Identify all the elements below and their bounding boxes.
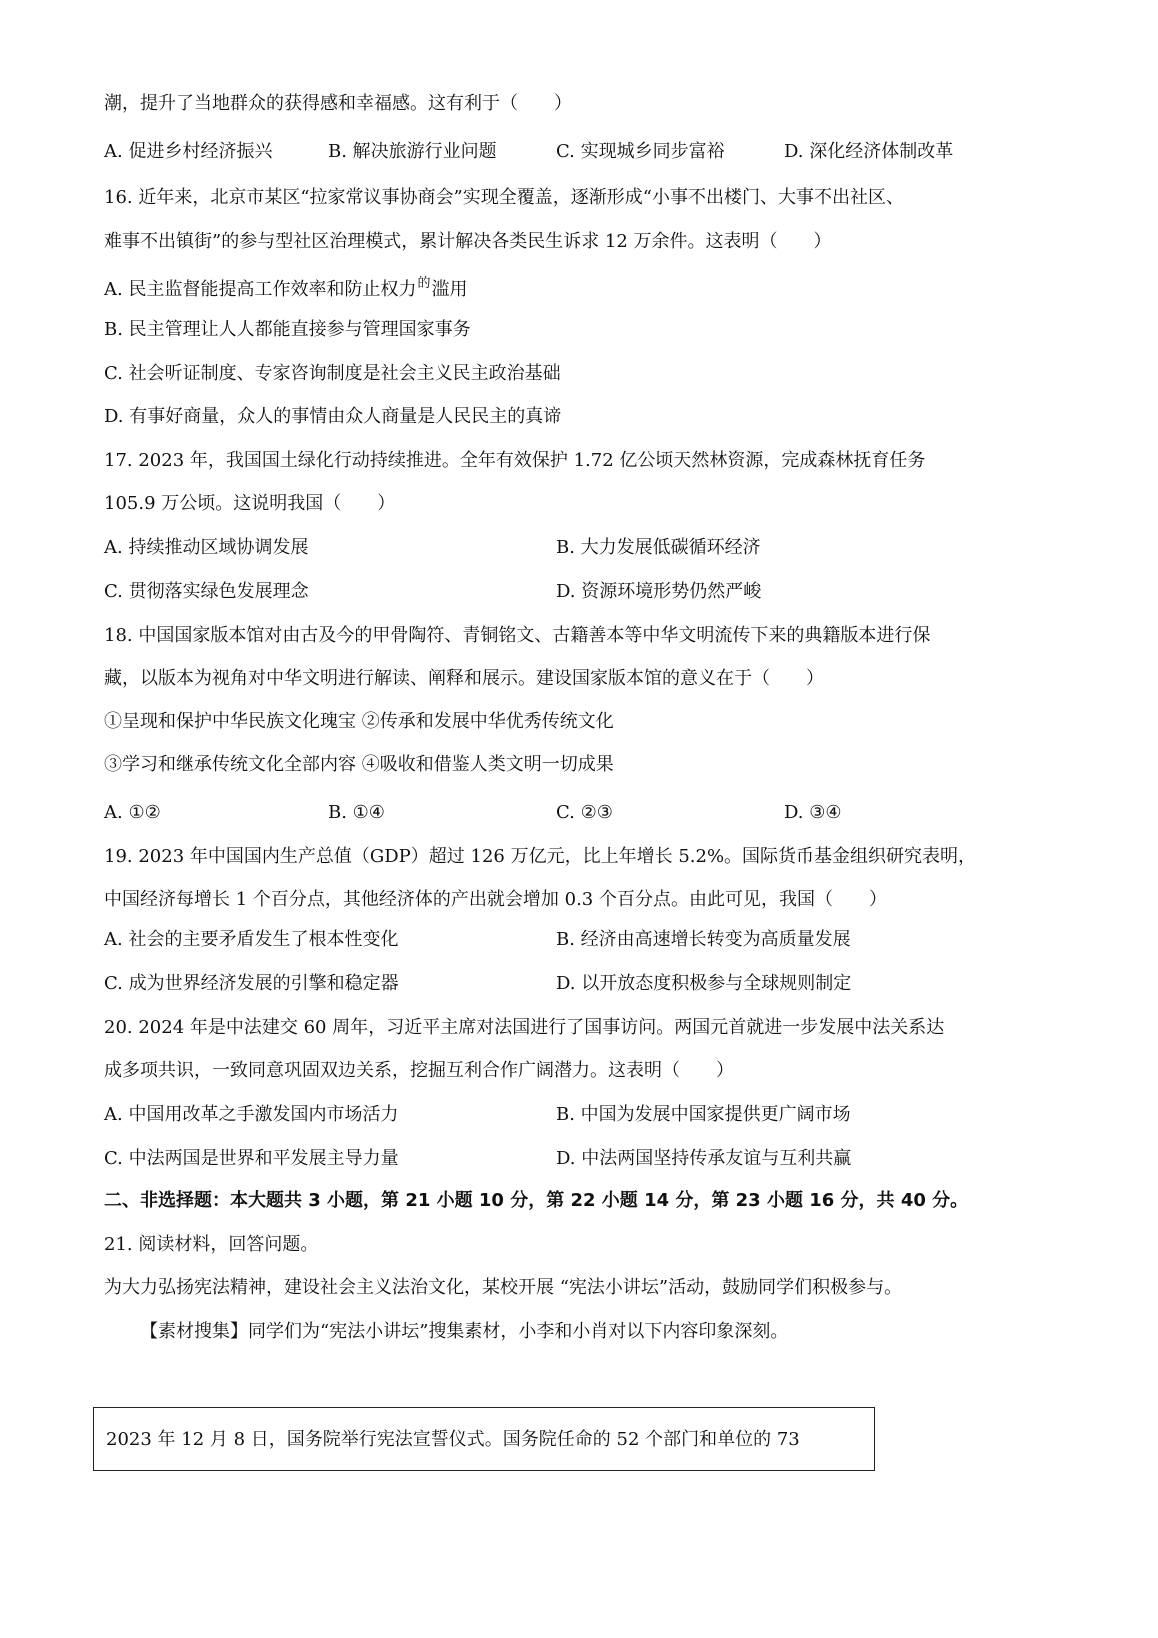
q20-option-a: A. 中国用改革之手激发国内市场活力 bbox=[104, 1104, 399, 1125]
q16-option-a-text: A. 民主监督能提高工作效率和防止权力 bbox=[104, 279, 417, 300]
q16-option-d: D. 有事好商量，众人的事情由众人商量是人民民主的真谛 bbox=[104, 406, 562, 427]
q17-stem-line2: 105.9 万公顷。这说明我国（ ） bbox=[104, 493, 396, 514]
q18-option-c: C. ②③ bbox=[556, 802, 613, 823]
q15-option-b: B. 解决旅游行业问题 bbox=[328, 141, 497, 162]
q19-option-d: D. 以开放态度积极参与全球规则制定 bbox=[556, 973, 852, 994]
q15-stem-tail: 潮，提升了当地群众的获得感和幸福感。这有利于（ ） bbox=[104, 93, 572, 114]
q20-stem-line1: 20. 2024 年是中法建交 60 周年，习近平主席对法国进行了国事访问。两国元首就进一步发展中法关系达 bbox=[104, 1017, 945, 1038]
q18-stem-line1: 18. 中国国家版本馆对由古及今的甲骨陶符、青铜铭文、古籍善本等中华文明流传下来的典籍版本进行保 bbox=[104, 625, 931, 646]
q15-option-c: C. 实现城乡同步富裕 bbox=[556, 141, 725, 162]
q17-option-b: B. 大力发展低碳循环经济 bbox=[556, 537, 761, 558]
q19-stem-line2: 中国经济每增长 1 个百分点，其他经济体的产出就会增加 0.3 个百分点。由此可见，我国（ ） bbox=[104, 889, 887, 910]
q19-option-a: A. 社会的主要矛盾发生了根本性变化 bbox=[104, 929, 399, 950]
q18-statements-3-4: ③学习和继承传统文化全部内容 ④吸收和借鉴人类文明一切成果 bbox=[104, 754, 614, 775]
q15-option-d: D. 深化经济体制改革 bbox=[784, 141, 954, 162]
q17-option-c: C. 贯彻落实绿色发展理念 bbox=[104, 581, 309, 602]
q21-material-heading: 【素材搜集】同学们为“宪法小讲坛”搜集素材，小李和小肖对以下内容印象深刻。 bbox=[140, 1321, 789, 1342]
q17-option-d: D. 资源环境形势仍然严峻 bbox=[556, 581, 762, 602]
q18-statements-1-2: ①呈现和保护中华民族文化瑰宝 ②传承和发展中华优秀传统文化 bbox=[104, 711, 614, 732]
q16-stem-line2: 难事不出镇街”的参与型社区治理模式，累计解决各类民生诉求 12 万余件。这表明（ ） bbox=[104, 231, 832, 252]
q20-stem-line2: 成多项共识，一致同意巩固双边关系，挖掘互利合作广阔潜力。这表明（ ） bbox=[104, 1060, 734, 1081]
q19-option-b: B. 经济由高速增长转变为高质量发展 bbox=[556, 929, 851, 950]
q18-option-a: A. ①② bbox=[104, 802, 161, 823]
q19-stem-line1: 19. 2023 年中国国内生产总值（GDP）超过 126 万亿元，比上年增长 5.2%。国际货币基金组织研究表明， bbox=[104, 846, 977, 867]
q21-intro: 为大力弘扬宪法精神，建设社会主义法治文化，某校开展 “宪法小讲坛”活动，鼓励同学们积极参与。 bbox=[104, 1277, 903, 1298]
q16-option-a-raised-char: 的 bbox=[417, 276, 431, 291]
q16-option-c: C. 社会听证制度、专家咨询制度是社会主义民主政治基础 bbox=[104, 363, 561, 384]
q20-option-c: C. 中法两国是世界和平发展主导力量 bbox=[104, 1148, 399, 1169]
q21-stem: 21. 阅读材料，回答问题。 bbox=[104, 1234, 319, 1255]
q16-option-a bbox=[104, 278, 467, 304]
q18-option-b: B. ①④ bbox=[328, 802, 385, 823]
q16-option-a-tail: 滥用 bbox=[431, 279, 468, 300]
q15-option-a: A. 促进乡村经济振兴 bbox=[104, 141, 273, 162]
section-2-heading: 二、非选择题：本大题共 3 小题，第 21 小题 10 分，第 22 小题 14 分，第 23 小题 16 分，共 40 分。 bbox=[104, 1190, 969, 1211]
q18-stem-line2: 藏，以版本为视角对中华文明进行解读、阐释和展示。建设国家版本馆的意义在于（ ） bbox=[104, 668, 824, 689]
q16-stem-line1: 16. 近年来，北京市某区“拉家常议事协商会”实现全覆盖，逐渐形成“小事不出楼门、大事不出社区、 bbox=[104, 187, 904, 208]
material-box bbox=[93, 1407, 875, 1471]
q17-stem-line1: 17. 2023 年，我国国土绿化行动持续推进。全年有效保护 1.72 亿公顷天然林资源，完成森林抚育任务 bbox=[104, 450, 926, 471]
q16-option-b: B. 民主管理让人人都能直接参与管理国家事务 bbox=[104, 319, 471, 340]
q20-option-d: D. 中法两国坚持传承友谊与互利共赢 bbox=[556, 1148, 852, 1169]
q18-option-d: D. ③④ bbox=[784, 802, 842, 823]
material-box-text: 2023 年 12 月 8 日，国务院举行宪法宣誓仪式。国务院任命的 52 个部门和单位的 73 bbox=[106, 1429, 800, 1450]
q17-option-a: A. 持续推动区域协调发展 bbox=[104, 537, 309, 558]
q19-option-c: C. 成为世界经济发展的引擎和稳定器 bbox=[104, 973, 399, 994]
q20-option-b: B. 中国为发展中国家提供更广阔市场 bbox=[556, 1104, 851, 1125]
